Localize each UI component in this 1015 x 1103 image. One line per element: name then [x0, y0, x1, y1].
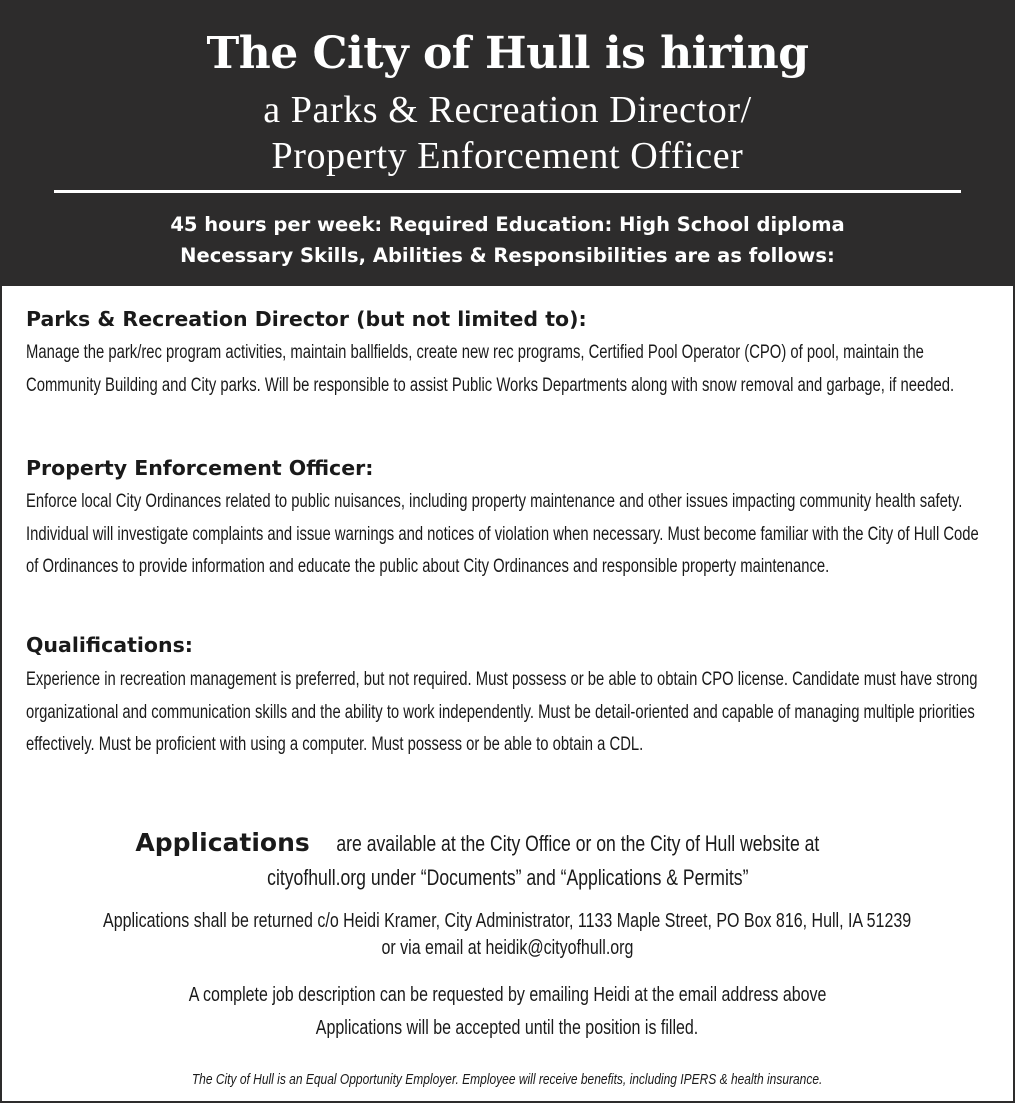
email-text: or via email at heidik@cityofhull.org [381, 937, 634, 959]
position-title-line-2: Property Enforcement Officer [271, 135, 744, 177]
equal-opportunity-line [0, 1068, 1015, 1092]
job-description-line [0, 980, 1015, 1010]
applications-availability-line [0, 826, 1015, 861]
header-banner [0, 0, 1015, 286]
equal-opportunity-text: The City of Hull is an Equal Opportunity Employer. Employee will receive benefits, including IPERS & health insurance. [192, 1071, 823, 1088]
acceptance-line [0, 1013, 1015, 1043]
hours-education-line: 45 hours per week: Required Education: High School diploma [170, 213, 845, 236]
website-line [0, 862, 1015, 894]
header-divider [54, 190, 961, 193]
section-title-parks-director: Parks & Recreation Director (but not limited to): [26, 307, 587, 331]
position-title-line-1: a Parks & Recreation Director/ [263, 89, 752, 131]
email-line [0, 933, 1015, 963]
acceptance-text: Applications will be accepted until the position is filled. [316, 1017, 699, 1039]
skills-intro-line: Necessary Skills, Abilities & Responsibilities are as follows: [180, 244, 835, 267]
ad-title: The City of Hull is hiring [206, 28, 809, 79]
applications-lead-rest: are available at the City Office or on the City of Hull website at [336, 831, 820, 856]
job-description-text: A complete job description can be requested by emailing Heidi at the email address above [188, 984, 827, 1006]
applications-lead-word: Applications [135, 828, 310, 857]
section-title-qualifications: Qualifications: [26, 633, 193, 657]
section-body-parks-director: Manage the park/rec program activities, maintain ballfields, create new rec programs, Certified Pool Operator (CPO) of pool, maintain the Community Building and City parks. Will be responsible to assist Public Works Departments along with snow removal and garbage, if needed. [26, 342, 955, 396]
section-body-qualifications: Experience in recreation management is preferred, but not required. Must possess or be able to obtain CPO license. Candidate must have strong organizational and communication skills and the ability to work independently. Must be detail-oriented and capable of managing multiple priorities effectively. Must be proficient with using a computer. Must possess or be able to obtain a CDL. [26, 669, 978, 755]
return-address-line [0, 906, 1015, 936]
return-address-text: Applications shall be returned c/o Heidi Kramer, City Administrator, 1133 Maple Street, PO Box 816, Hull, IA 51239 [103, 910, 912, 932]
section-title-enforcement-officer: Property Enforcement Officer: [26, 456, 374, 480]
section-body-enforcement-officer: Enforce local City Ordinances related to public nuisances, including property maintenance and other issues impacting community health safety. Individual will investigate complaints and issue warnings and notices of violation when necessary. Must become familiar with the City of Hull Code of Ordinances to provide information and educate the public about City Ordinances and responsible property maintenance. [26, 491, 979, 577]
website-text: cityofhull.org under “Documents” and “Applications & Permits” [266, 865, 749, 890]
